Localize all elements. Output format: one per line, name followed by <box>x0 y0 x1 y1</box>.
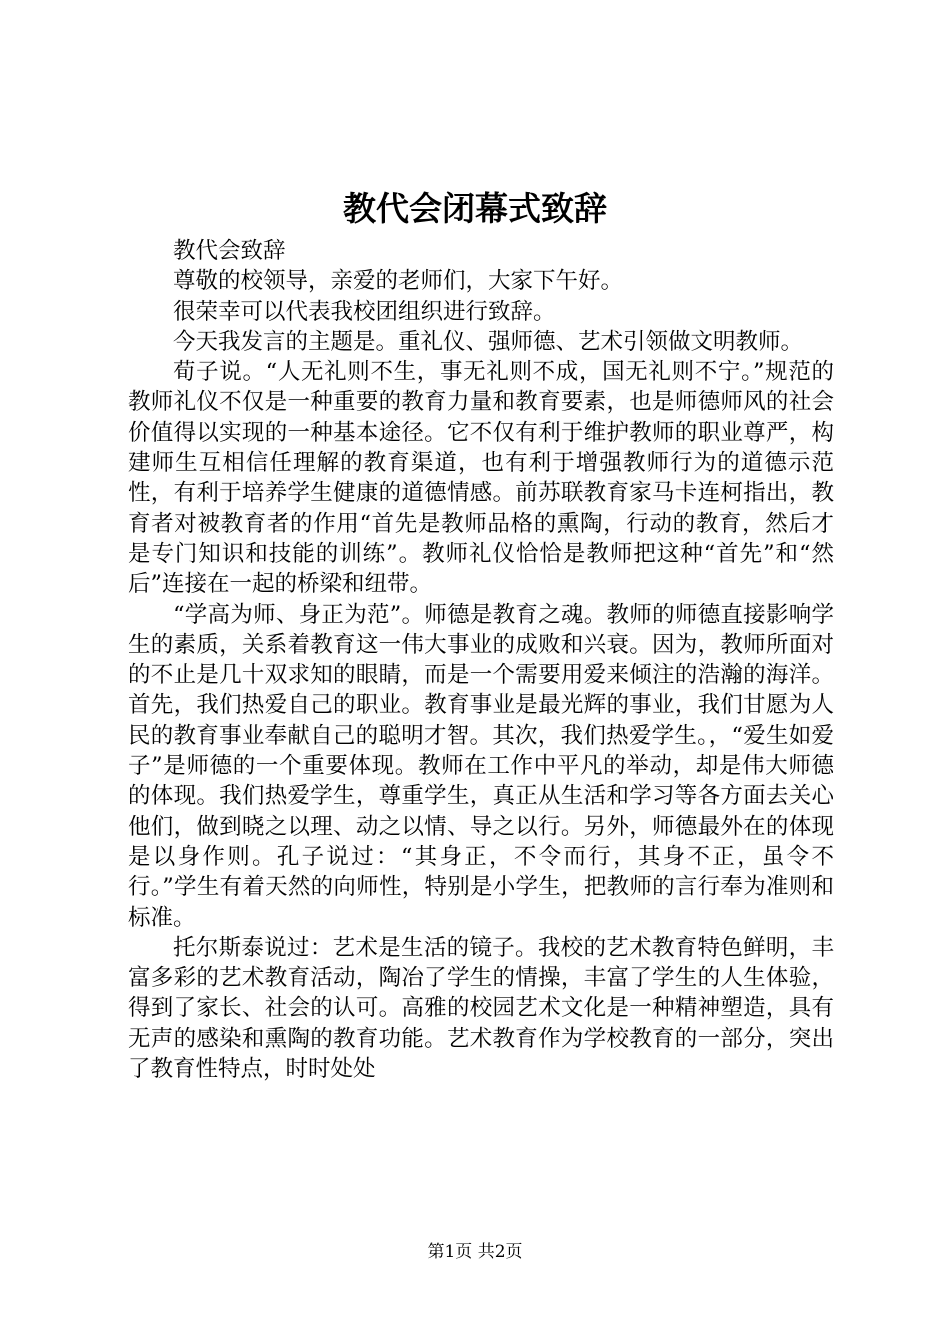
document-title: 教代会闭幕式致辞 <box>343 189 607 228</box>
paragraph-heading: 教代会致辞 <box>173 238 286 264</box>
paragraph-etiquette: 荀子说。“人无礼则不生，事无礼则不成，国无礼则不宁。”规范的教师礼仪不仅是一种重要的教育力量和教育要素，也是师德师风的社会价值得以实现的一种基本途径。它不仅有利于维护教师的职业尊严，构建师生互相信任理解的教育渠道，也有利于增强教师行为的道德示范性，有利于培养学生健康的道德情感。前苏联教育家马卡连柯指出，教育者对被教育者的作用“首先是教师品格的熏陶，行动的教育，然后才是专门知识和技能的训练”。教师礼仪恰恰是教师把这种“首先”和“然后”连接在一起的桥梁和纽带。 <box>128 359 834 598</box>
page-number: 第1页 共2页 <box>427 1242 523 1262</box>
paragraph-greeting: 尊敬的校领导，亲爱的老师们，大家下午好。 <box>173 268 624 295</box>
paragraph-ethics: “学高为师、身正为范”。师德是教育之魂。教师的师德直接影响学生的素质，关系着教育这一伟大事业的成败和兴衰。因为，教师所面对的不止是几十双求知的眼睛，而是一个需要用爱来倾注的浩瀚的海洋。首先，我们热爱自己的职业。教育事业是最光辉的事业，我们甘愿为人民的教育事业奉献自己的聪明才智。其次，我们热爱学生。，“爱生如爱子”是师德的一个重要体现。教师在工作中平凡的举动，却是伟大师德的体现。我们热爱学生，尊重学生，真正从生活和学习等各方面去关心他们，做到晓之以理、动之以情、导之以行。另外，师德最外在的体现是以身作则。孔子说过：“其身正，不令而行，其身不正，虽令不行。”学生有着天然的向师性，特别是小学生，把教师的言行奉为准则和标准。 <box>128 601 834 931</box>
paragraph-intro: 很荣幸可以代表我校团组织进行致辞。 <box>173 298 556 325</box>
paragraph-theme: 今天我发言的主题是。重礼仪、强师德、艺术引领做文明教师。 <box>173 328 804 355</box>
document-body <box>128 236 834 1084</box>
paragraph-art: 托尔斯泰说过：艺术是生活的镜子。我校的艺术教育特色鲜明，丰富多彩的艺术教育活动，陶冶了学生的情操，丰富了学生的人生体验，得到了家长、社会的认可。高雅的校园艺术文化是一种精神塑造，具有无声的感染和熏陶的教育功能。艺术教育作为学校教育的一部分，突出了教育性特点，时时处处 <box>128 934 834 1083</box>
